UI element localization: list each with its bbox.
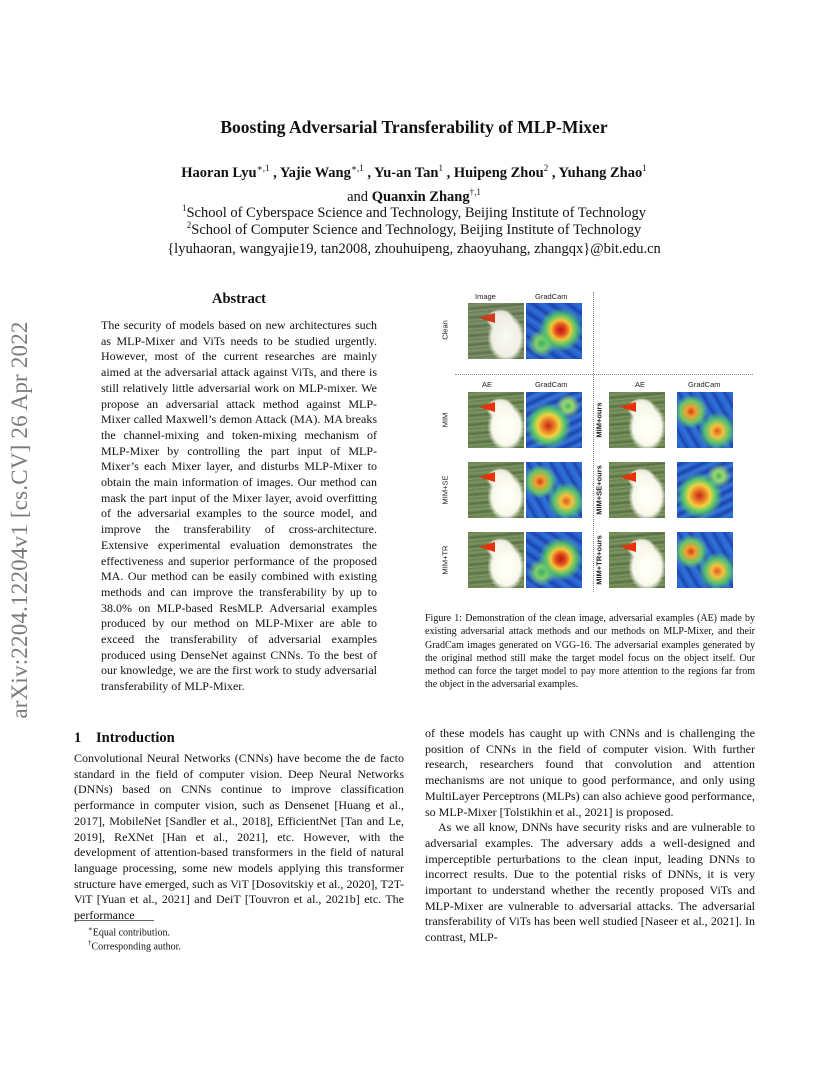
footnote-mark: ∗ [88, 925, 93, 933]
clean-gradcam [526, 303, 582, 359]
row-label-mimse-ours: MIM+SE+ours [594, 465, 604, 515]
affiliation-text: School of Computer Science and Technology, Beijing Institute of Technology [191, 221, 642, 238]
footnote-1 [88, 925, 170, 938]
author-emails: {lyuhaoran, wangyajie19, tan2008, zhouhuipeng, zhaoyuhang, zhangqx}@bit.edu.cn [167, 241, 661, 257]
mim-ours-adversarial-image [609, 392, 665, 448]
figure-caption: Figure 1: Demonstration of the clean image, adversarial examples (AE) made by existing adversarial attack methods and our methods on MLP-Mixer, and their GradCam images generated on VGG-16. The adversarial examples generated by the original method still make the target model focus on the object itself. Our method can force the target model to pay more attention to the regions far from the object in the adversarial examples. [425, 613, 755, 691]
section-heading [74, 730, 175, 747]
arxiv-id[interactable]: arXiv:2204.12204v1 [cs.CV] 26 Apr 2022 [7, 321, 32, 719]
footnote-rule [74, 920, 154, 921]
mimtr-ours-gradcam [677, 532, 733, 588]
author-affiliation-mark: 1 [642, 163, 647, 173]
intro-paragraph: of these models has caught up with CNNs and is challenging the position of CNNs in the field of computer vision. With further research, researchers found that convolution and attention mechanisms are not unique to good performance, and only using MultiLayer Perceptrons (MLPs) can also achieve good performance, so MLP-Mixer [Tolstikhin et al., 2021] is proposed. [425, 726, 755, 819]
author-name: Yu-an Tan [374, 164, 439, 181]
affiliation-text: School of Cyberspace Science and Technology, Beijing Institute of Technology [186, 204, 647, 221]
author-affiliation-mark: ∗,1 [350, 163, 364, 173]
author-affiliation-mark: ∗,1 [256, 163, 270, 173]
mim-ours-gradcam [677, 392, 733, 448]
mimtr-adversarial-image [468, 532, 524, 588]
mimse-ours-gradcam [677, 462, 733, 518]
intro-left-column [74, 751, 404, 924]
author-affiliation-mark: †,1 [469, 186, 481, 197]
author-affiliation-mark: 2 [543, 163, 549, 173]
mimse-ours-adversarial-image [609, 462, 665, 518]
affiliation-mark: 1 [181, 203, 187, 213]
mimtr-ours-adversarial-image [609, 532, 665, 588]
affiliation-mark: 2 [186, 220, 192, 230]
footnote-2 [88, 939, 181, 952]
col-label-gradcam-ours: GradCam [688, 380, 721, 389]
author-name: Haoran Lyu [181, 164, 257, 181]
row-label-clean: Clean [440, 320, 450, 340]
affiliation-2 [0, 220, 828, 239]
intro-paragraph: Convolutional Neural Networks (CNNs) have become the de facto standard in the field of computer vision. Deep Neural Networks (DNNs) based on CNNs continue to improve classification performance in computer vision, such as Densenet [Huang et al., 2017], MobileNet [Sandler et al., 2018], EfficientNet [Tan and Le, 2019], ReXNet [Han et al., 2021], etc. However, with the development of attention-based transformers in the field of natural language processing, some new models applying this transformer structure have emerged, such as ViT [Dosovitskiy et al., 2020], T2T-ViT [Yuan et al., 2021] and DeiT [Touvron et al., 2021b] etc. The performance [74, 751, 404, 923]
author-conjunction: and [347, 188, 369, 205]
author-affiliation-mark: 1 [438, 163, 443, 173]
col-label-ae-ours: AE [635, 380, 646, 389]
col-label-ae: AE [482, 380, 493, 389]
mimse-adversarial-image [468, 462, 524, 518]
author-name: Quanxin Zhang [371, 188, 470, 205]
footnote-text: Equal contribution. [92, 927, 170, 939]
clean-image [468, 303, 524, 359]
row-label-mimse: MIM+SE [440, 475, 450, 505]
paper-title: Boosting Adversarial Transferability of MLP-Mixer [220, 117, 608, 137]
footnote-text: Corresponding author. [91, 941, 181, 953]
row-label-mimtr: MIM+TR [440, 545, 450, 575]
footnote-mark: † [88, 939, 92, 947]
mimse-gradcam [526, 462, 582, 518]
row-label-mim-ours: MIM+ours [594, 402, 604, 438]
author-list: Haoran Lyu$^{∗,1}$ , Yajie Wang$^{∗,1}$ , Yu-an Tan$^1$ , Huipeng Zhou$^2$ , Yuhang Zhao$^1$ and Quanxin Zhang$^{\dagger,1}$ [181, 163, 647, 205]
abstract-text: The security of models based on new architectures such as MLP-Mixer and ViTs needs to be studied urgently. However, most of the current researches are mainly aimed at the adversarial attack against ViTs, and there is still relatively little adversarial work on MLP-mixer. We propose an adversarial attack method against MLP-Mixer called Maxwell’s demon Attack (MA). MA breaks the channel-mixing and token-mixing mechanism of MLP-Mixer by controlling the part input of MLP-Mixer’s each Mixer layer, and disturbs MLP-Mixer to obtain the main information of images. Our method can mask the part input of the Mixer layer, avoid overfitting of the adversarial examples to the source model, and improve the transferability of cross-architecture. Extensive experimental evaluation demonstrates the effectiveness and superior performance of the proposed MA. Our method can be easily combined with existing methods and can improve the transferability by up to 38.0% on MLP-based ResMLP. Adversarial examples produced by our method on MLP-Mixer are able to exceed the transferability of adversarial examples produced using DenseNet against CNNs. To the best of our knowledge, we are the first work to study adversarial transferability of MLP-Mixer. [101, 318, 377, 694]
figure-divider-horizontal [455, 374, 753, 375]
intro-paragraph: As we all know, DNNs have security risks and are vulnerable to adversarial examples. The adversary adds a well-designed and imperceptible perturbations to the clean input, leading DNNs to incorrect results. Due to the potential risks of DNNs, it is very important to understand whether the recently proposed ViTs and MLP-Mixer are vulnerable to adversarial attacks. The adversarial transferability of ViTs has been well studied [Naseer et al., 2021]. In contrast, MLP- [425, 820, 755, 945]
mim-gradcam [526, 392, 582, 448]
intro-right-column [425, 726, 755, 946]
col-label-gradcam: GradCam [535, 292, 568, 301]
section-title: Introduction [96, 730, 175, 746]
col-label-gradcam-ae: GradCam [535, 380, 568, 389]
author-name: Yuhang Zhao [558, 164, 643, 181]
row-label-mimtr-ours: MIM+TR+ours [594, 535, 604, 585]
figure-1 [425, 290, 755, 595]
section-number: 1 [74, 730, 82, 746]
author-name: Huipeng Zhou [453, 164, 544, 181]
abstract-heading: Abstract [212, 291, 266, 307]
affiliation-1 [0, 203, 828, 222]
row-label-mim: MIM [440, 412, 450, 428]
mimtr-gradcam [526, 532, 582, 588]
col-label-image: Image [475, 292, 496, 301]
mim-adversarial-image [468, 392, 524, 448]
author-name: Yajie Wang [279, 164, 351, 181]
